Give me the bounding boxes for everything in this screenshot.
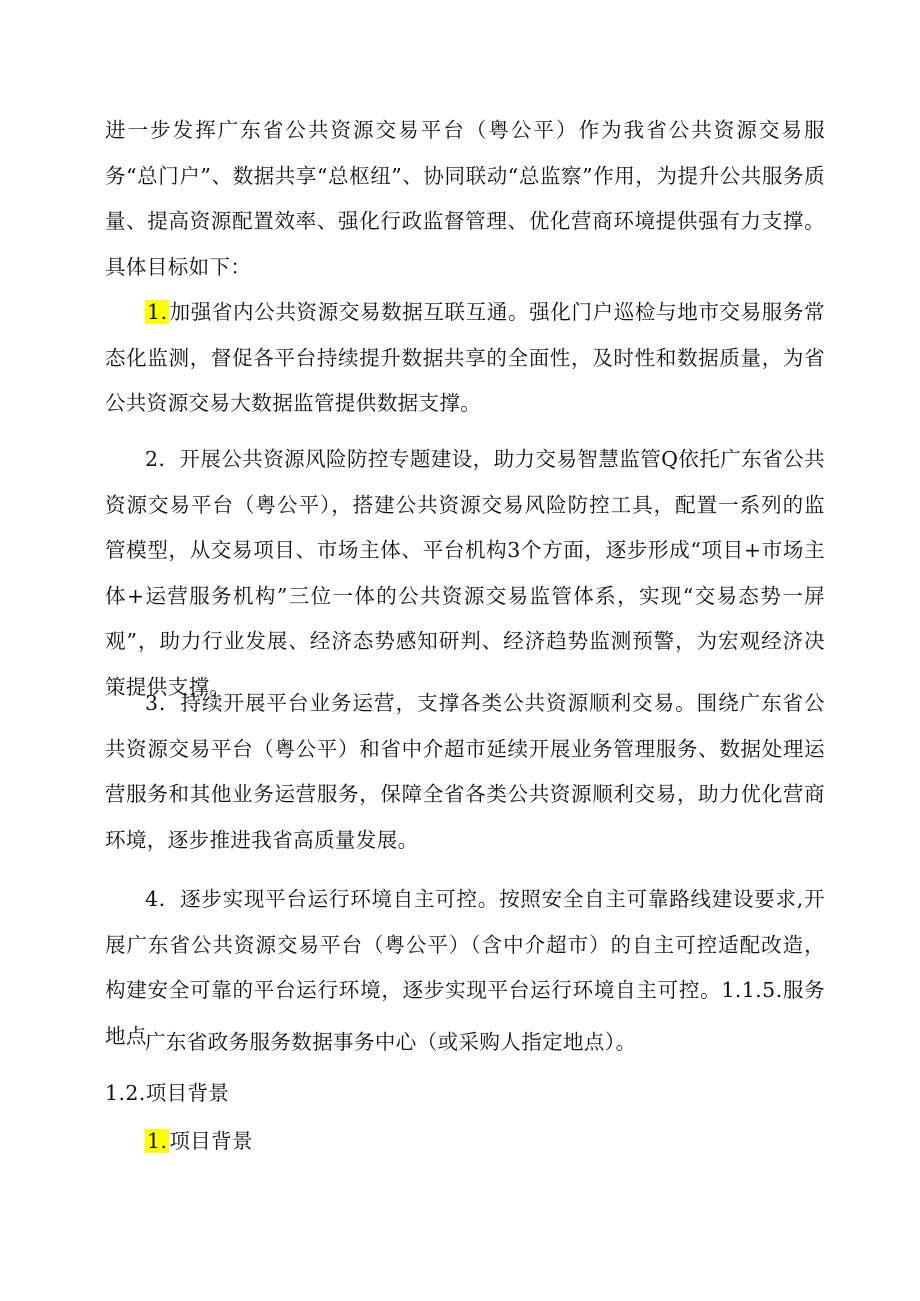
sub-heading-number-highlight: 1.: [147, 1129, 168, 1153]
item-1-text: 加强省内公共资源交易数据互联互通。强化门户巡检与地市交易服务常态化监测，督促各平台持续提升数据共享的全面性，及时性和数据质量，为省公共资源交易大数据监管提供数据支撑。: [105, 300, 825, 416]
sub-heading-text: 项目背景: [169, 1129, 253, 1153]
intro-paragraph: 进一步发挥广东省公共资源交易平台（粤公平）作为我省公共资源交易服务“总门户”、数据共享“总枢纽”、协同联动“总监察”作用，为提升公共服务质量、提高资源配置效率、强化行政监督管理、优化营商环境提供强有力支撑。具体目标如下：: [105, 118, 825, 279]
item-1-paragraph: [105, 290, 825, 427]
sub-heading: [145, 1119, 253, 1165]
section-heading: 1.2.项目背景: [105, 1081, 230, 1105]
item-1-number-highlight: 1.: [147, 300, 168, 324]
service-location-text: 广东省政务服务数据事务中心（或采购人指定地点）。: [145, 1030, 637, 1054]
item-2-paragraph: 2．开展公共资源风险防控专题建设，助力交易智慧监管Q依托广东省公共资源交易平台（粤公平），搭建公共资源交易风险防控工具，配置一系列的监管模型，从交易项目、市场主体、平台机构3个方面，逐步形成“项目+市场主体+运营服务机构”三位一体的公共资源交易监管体系，实现“交易态势一屏观”，助力行业发展、经济态势感知研判、经济趋势监测预警，为宏观经济决策提供支撑。: [105, 447, 825, 699]
item-3-paragraph: 3．持续开展平台业务运营，支撑各类公共资源顺利交易。围绕广东省公共资源交易平台（粤公平）和省中介超市延续开展业务管理服务、数据处理运营服务和其他业务运营服务，保障全省各类公共资源顺利交易，助力优化营商环境，逐步推进我省高质量发展。: [105, 691, 825, 852]
item-4-paragraph: 4．逐步实现平台运行环境自主可控。按照安全自主可靠路线建设要求,开展广东省公共资源交易平台（粤公平）（含中介超市）的自主可控适配改造，构建安全可靠的平台运行环境，逐步实现平台运行环境自主可控。1.1.5.服务地点: [105, 887, 825, 1048]
